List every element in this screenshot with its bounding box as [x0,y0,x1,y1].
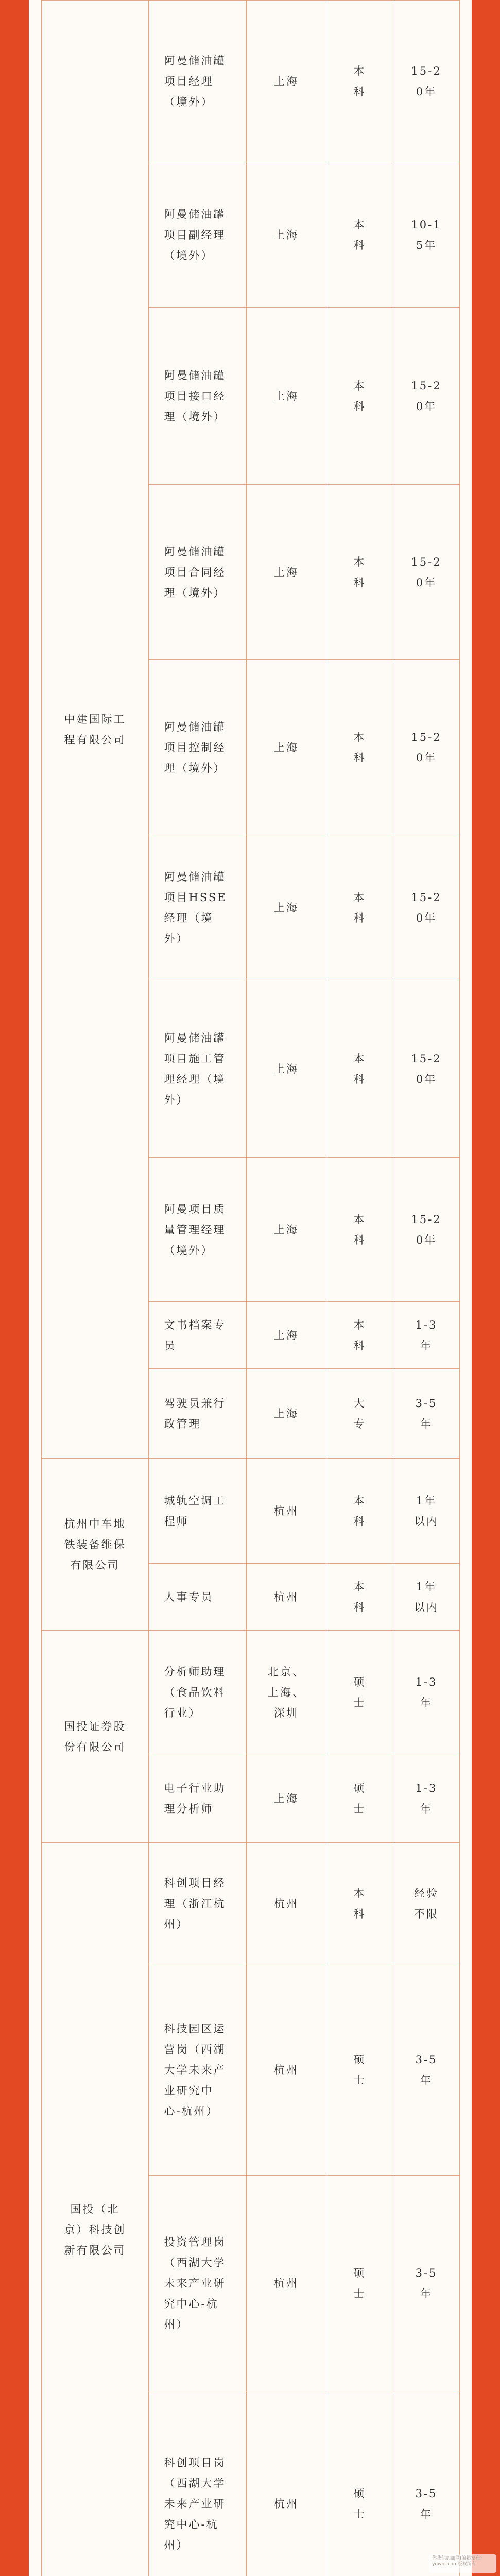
position-name: 阿曼储油罐项目控制经理（境外） [164,720,226,774]
watermark-line-2: ynwbt.com版权所有 [432,2562,476,2567]
experience-value: 3-5年 [415,1397,438,1430]
position-name: 驾驶员兼行政管理 [164,1397,226,1430]
education-value: 本科 [353,1318,366,1352]
city-value: 上海 [274,901,299,914]
position-name: 投资管理岗（西湖大学未来产业研究中心-杭州） [164,2235,226,2331]
city-value: 上海 [274,566,299,579]
experience-cell [393,1843,460,1964]
experience-cell [393,162,460,308]
position-cell [149,980,247,1158]
education-value: 本科 [353,218,366,251]
city-value: 上海 [274,1407,299,1420]
experience-cell [393,1302,460,1369]
education-cell [326,308,393,485]
experience-cell [393,2176,460,2391]
watermark-line-1: 你我他加加网(编辑发布) [432,2556,482,2561]
page-background [29,0,472,2576]
city-value: 杭州 [274,1897,299,1910]
education-value: 本科 [353,1052,366,1086]
table-row [42,1843,460,1964]
position-cell [149,1564,247,1631]
city-cell [247,835,326,980]
city-cell [247,1302,326,1369]
experience-value: 3-5年 [415,2487,438,2520]
company-cell [42,1631,149,1843]
site-watermark [429,2554,496,2573]
experience-value: 3-5年 [415,2266,438,2300]
position-cell [149,1,247,162]
education-value: 硕士 [353,2266,366,2300]
city-cell [247,1964,326,2176]
experience-value: 15-20年 [411,731,442,764]
position-name: 阿曼储油罐项目副经理（境外） [164,208,226,262]
city-cell [247,1631,326,1754]
city-cell [247,1459,326,1564]
position-cell [149,2176,247,2391]
city-value: 上海 [274,228,299,241]
experience-value: 1年以内 [414,1580,439,1614]
education-value: 本科 [353,1494,366,1528]
position-name: 城轨空调工程师 [164,1494,226,1528]
position-cell [149,485,247,660]
city-value: 杭州 [274,2063,299,2076]
position-name: 阿曼储油罐项目接口经理（境外） [164,369,226,423]
education-cell [326,1754,393,1843]
city-cell [247,980,326,1158]
city-value: 上海 [274,1329,299,1342]
education-cell [326,1,393,162]
experience-cell [393,1459,460,1564]
experience-cell [393,1964,460,2176]
jobs-table [41,0,460,2576]
city-value: 北京、上海、深圳 [268,1665,305,1719]
city-cell [247,2391,326,2576]
education-value: 硕士 [353,1782,366,1815]
experience-value: 15-20年 [411,379,442,413]
experience-cell [393,485,460,660]
education-cell [326,1369,393,1459]
position-cell [149,162,247,308]
education-value: 本科 [353,731,366,764]
education-value: 本科 [353,379,366,413]
position-cell [149,2391,247,2576]
experience-cell [393,1754,460,1843]
city-value: 上海 [274,389,299,402]
company-name: 国投（北京）科技创新有限公司 [64,2202,126,2257]
city-cell [247,1158,326,1302]
city-value: 杭州 [274,2277,299,2290]
education-cell [326,980,393,1158]
city-cell [247,1564,326,1631]
city-cell [247,1,326,162]
experience-value: 15-20年 [411,64,442,98]
education-cell [326,1631,393,1754]
position-name: 阿曼储油罐项目施工管理经理（境外） [164,1031,226,1106]
city-value: 上海 [274,1792,299,1805]
position-name: 分析师助理（食品饮料行业） [164,1665,226,1719]
experience-value: 15-20年 [411,891,442,924]
education-cell [326,485,393,660]
education-value: 本科 [353,555,366,589]
city-cell [247,162,326,308]
city-value: 上海 [274,75,299,88]
city-cell [247,660,326,835]
position-name: 电子行业助理分析师 [164,1782,226,1815]
experience-value: 10-15年 [411,218,442,251]
education-value: 本科 [353,1580,366,1614]
education-cell [326,162,393,308]
education-value: 本科 [353,1887,366,1920]
position-cell [149,1843,247,1964]
education-value: 大专 [353,1397,366,1430]
company-name: 国投证券股份有限公司 [64,1720,126,1753]
city-cell [247,1369,326,1459]
position-cell [149,1302,247,1369]
experience-value: 15-20年 [411,555,442,589]
position-cell [149,308,247,485]
education-value: 硕士 [353,2487,366,2520]
education-cell [326,2391,393,2576]
city-cell [247,308,326,485]
experience-cell [393,1564,460,1631]
experience-cell [393,980,460,1158]
position-name: 阿曼储油罐项目HSSE经理（境外） [164,870,227,945]
education-cell [326,1964,393,2176]
education-cell [326,1302,393,1369]
experience-cell [393,660,460,835]
education-value: 硕士 [353,1675,366,1709]
experience-cell [393,2391,460,2576]
city-cell [247,1843,326,1964]
experience-cell [393,835,460,980]
company-cell [42,1459,149,1631]
city-cell [247,1754,326,1843]
position-name: 科技园区运营岗（西湖大学未来产业研究中心-杭州） [164,2022,226,2117]
city-value: 杭州 [274,1504,299,1517]
position-cell [149,1369,247,1459]
position-cell [149,1459,247,1564]
company-name: 中建国际工程有限公司 [64,713,126,746]
position-name: 科创项目岗（西湖大学未来产业研究中心-杭州） [164,2456,226,2551]
city-value: 上海 [274,741,299,754]
table-row [42,1631,460,1754]
experience-value: 15-20年 [411,1052,442,1086]
city-value: 杭州 [274,1590,299,1603]
city-value: 上海 [274,1062,299,1075]
company-cell [42,1843,149,2576]
experience-value: 15-20年 [411,1213,442,1246]
position-cell [149,1964,247,2176]
education-cell [326,2176,393,2391]
company-name: 杭州中车地铁装备维保有限公司 [64,1517,126,1571]
experience-value: 1年以内 [414,1494,439,1528]
experience-value: 1-3年 [415,1675,438,1709]
education-value: 硕士 [353,2053,366,2087]
experience-cell [393,1158,460,1302]
position-cell [149,1754,247,1843]
experience-cell [393,1631,460,1754]
education-value: 本科 [353,64,366,98]
education-cell [326,1158,393,1302]
position-cell [149,835,247,980]
table-row [42,1,460,162]
education-cell [326,1843,393,1964]
experience-value: 3-5年 [415,2053,438,2087]
city-value: 杭州 [274,2497,299,2510]
education-value: 本科 [353,1213,366,1246]
position-name: 阿曼项目质量管理经理（境外） [164,1202,226,1257]
experience-value: 经验不限 [414,1887,439,1920]
experience-cell [393,1369,460,1459]
city-cell [247,2176,326,2391]
city-cell [247,485,326,660]
education-value: 本科 [353,891,366,924]
position-name: 科创项目经理（浙江杭州） [164,1876,226,1930]
company-cell [42,1,149,1459]
position-cell [149,660,247,835]
city-value: 上海 [274,1223,299,1236]
position-name: 阿曼储油罐项目合同经理（境外） [164,545,226,599]
position-name: 人事专员 [164,1590,214,1603]
experience-value: 1-3年 [415,1318,438,1352]
experience-value: 1-3年 [415,1782,438,1815]
education-cell [326,660,393,835]
table-row [42,1459,460,1564]
education-cell [326,1459,393,1564]
education-cell [326,1564,393,1631]
position-cell [149,1158,247,1302]
experience-cell [393,1,460,162]
position-name: 阿曼储油罐项目经理（境外） [164,54,226,108]
position-cell [149,1631,247,1754]
experience-cell [393,308,460,485]
position-name: 文书档案专员 [164,1318,226,1352]
education-cell [326,835,393,980]
